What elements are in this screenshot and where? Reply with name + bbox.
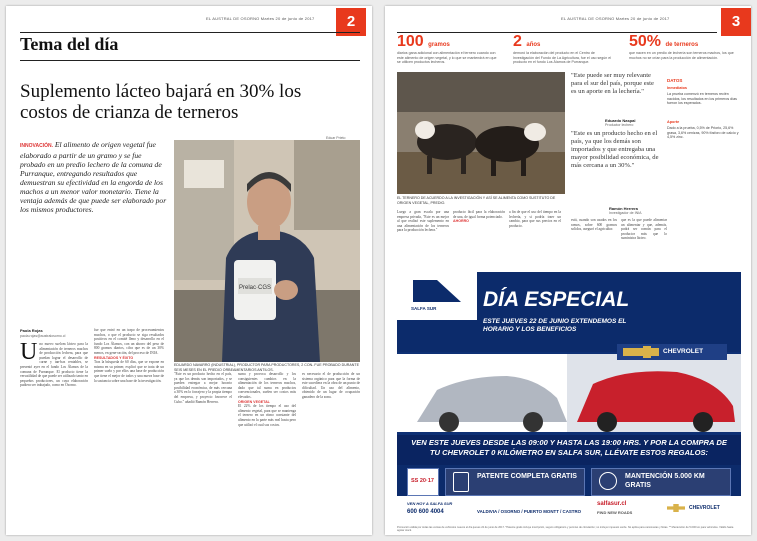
stat-2-value: 2 bbox=[513, 33, 522, 50]
body-column-2b-text: Tras la búsqueda de 60 días, que se expone en misma en su primer, explicó que se trata de un primer suelo y por ellos una base de producción que tiene el mejor de todos y una nueva base de la sustancia sobre una base de la investigación. bbox=[94, 360, 164, 383]
section-title: Tema del día bbox=[20, 34, 119, 54]
subheading-origen-vegetal: ORIGEN VEGETAL bbox=[238, 399, 270, 404]
body-column-4-text: suma y provoca desarrollo y los consiguientes cambios en la alimentación de los terneros machos, dado que tal suma en productos convencionales, suelen ser costos más elevados. bbox=[238, 372, 296, 399]
p3-col-2 bbox=[453, 210, 505, 268]
running-head: EL AUSTRAL DE OSORNO Martes 20 de junio de 2017 bbox=[206, 16, 315, 21]
body-column-2-text: fue que entró en un trapo de procesamientos muchos, o que el producto se siga resultados positivos en el comité lleno y desarrollo en el fundo Los Álamos, con un ahorro del peso de 800 gramos diarios, cifra que es de un 30% menos, en gene-ración, del proceso de INIA. bbox=[94, 328, 164, 355]
body-column-4 bbox=[238, 372, 296, 528]
p3-col-3 bbox=[509, 210, 561, 268]
stat-1-desc: diarios gana adicional con alimentación el ternero cuando con este alimento de origen vegetal, y lo que se mantendrá en que se utilicen productos lecheros. bbox=[397, 51, 497, 64]
sidebar-h2: Aporte bbox=[667, 120, 680, 124]
subheading-resultados: RESULTADOS Y ÉXITO bbox=[94, 355, 134, 360]
body-column-1 bbox=[20, 342, 88, 528]
stat-3-unit: de terneros bbox=[665, 42, 699, 48]
body-column-1-text: no nuevo suelom lácteo para la alimentación de terneros machos de producción lechera, para que puedan lograr el desarrollo de carne y tan-has rentables, se presentó ayer en el fundo Los Álamos de la comuna de Purranque. El producto tiene la versatilidad de que puede ser utilizado tanto en pequeños productores, un cuya elaboración pudiera ser trabajado, como en Osorno. bbox=[20, 342, 88, 388]
ad-dealer: CHEVROLET bbox=[663, 348, 704, 355]
body-column-5 bbox=[302, 372, 360, 528]
ad-title: DÍA ESPECIAL bbox=[483, 288, 630, 311]
running-head: EL AUSTRAL DE OSORNO Martes 20 de junio de 2017 bbox=[561, 16, 670, 21]
p3-col-4-text: está, cuando son usados en los ramos, sobre 600 gramos solidos, aseguró el agricultor. bbox=[571, 218, 617, 232]
body-column-4b-text: El 22% de los tiempo el uso del alimento vegetal, para que se mantenga el ternero en un ritmo constante del alimento en la parte más real hasta pero que utilizó el cual sus costos. bbox=[238, 404, 296, 427]
salfa-sur-advertisement bbox=[397, 272, 741, 524]
top-rule bbox=[20, 32, 360, 33]
p3-col-1-text: Luego a gran escala por una empresa privada, "Este es un mejor al que realizó este suplemento en una alimentación de los terneros para la producción lechera." bbox=[397, 210, 449, 233]
section-rule bbox=[20, 60, 360, 61]
body-column-3 bbox=[174, 372, 232, 528]
sidebar-h1: Inmediatos bbox=[667, 86, 688, 90]
body-column-3-text: "Este es un producto hecho en el país, ya que los demás son importados, y se pueden entregar a mejor horario posibilidad económica, de más cercana a 30% en lo forrajero y la propia tiempo del empresa, y proyecto favorece el Cubo." añadió Ramón Herrera. bbox=[174, 372, 232, 404]
p3-col-1 bbox=[397, 210, 449, 268]
pullquote-1-name: Eduardo Naspal bbox=[605, 118, 636, 123]
photo-caption: EL TERNERO DE ACUERDO A LA INVESTIGACIÓN Y ASÍ SE ALIMENTA COMO SUSTITUTO DE ORIGEN VEGETAL, PREDIO. bbox=[397, 196, 556, 205]
byline-email: paola.rojas@australosorno.cl bbox=[20, 334, 66, 338]
photo-caption: EDUARDO NAVARRO (INDUSTRIAL), PRODUCTOR PARA PRODUCTORES, 2 CON- FUE PROBADO DURANTE SEIS MESES EN EL PREDIO ORBEAMENTARIOS ANTILOS. bbox=[174, 363, 359, 372]
lead-paragraph bbox=[20, 140, 168, 214]
page-number-badge: 2 bbox=[336, 8, 366, 36]
lead-text: El alimento de origen vegetal fue elaborado a partir de un gramo y se fue probado en un predio lechero de la comuna de Purranque, entregando resultados que demuestran su efectividad en la engorda de los machos a un menor valor monetario. Tiene la ventaja además de que puede ser elaborado por los mismos productores. bbox=[20, 140, 167, 214]
ad-subtitle: ESTE JUEVES 22 DE JUNIO EXTENDEMOS EL HORARIO Y LOS BENEFICIOS bbox=[483, 318, 627, 333]
lead-kicker: INNOVACIÓN. bbox=[20, 143, 53, 149]
pullquote-2-role: Investigador de INIA bbox=[609, 211, 642, 215]
gift-1-text: PATENTE COMPLETA GRATIS bbox=[477, 473, 577, 480]
svg-text:Prelac·CGS: Prelac·CGS bbox=[238, 285, 272, 291]
ad-phone: 600 600 4004 bbox=[407, 509, 444, 515]
stat-1 bbox=[397, 33, 450, 51]
pullquote-1-role: Productor lechero bbox=[605, 123, 634, 127]
page-number-badge: 3 bbox=[721, 8, 751, 36]
farmer-photo bbox=[174, 140, 360, 362]
byline-name: Paola Rojas bbox=[20, 328, 43, 333]
body-column-5-text: es necesario el de producción de un sistema orgánico para que la forma de este sucediera en la obra de un punto de dificultad. Un uso del alimento, obtenido de un lugar de ocupación ganadero de la zona. bbox=[302, 372, 360, 399]
ad-website[interactable]: salfasur.cl bbox=[597, 501, 627, 507]
dropcap: U bbox=[20, 342, 38, 365]
ad-cities: VALDIVIA / OSORNO / PUERTO MONTT / CASTRO bbox=[477, 509, 582, 514]
ad-legal: Promoción válida por todas las ventas de vehículos nuevos el día jueves 22 de junio de 2017. *Patente gratis incluye inscripción, seguro obligatorio y permiso de circulación; no incluye impuesto verde. No aplica para camionetas y flotas. ** Mantención de 5.000 km para vehículos. Válido hasta agotar stock. bbox=[397, 526, 734, 533]
stat-3 bbox=[629, 33, 698, 51]
calves-photo-illustration bbox=[397, 72, 565, 194]
stat-2-desc: demoró la elaboración del producto en el Centro de Investigación del Fundo de La Agricultura, fue el uso según el producto en el fundo Los Álamos de Purranque. bbox=[513, 51, 612, 64]
pullquote-1: "Este puede ser muy relevante para el sur del país, porque este es un aporte en la lechería." bbox=[571, 72, 654, 95]
photo-credit: Eduar Prieto bbox=[326, 136, 346, 140]
ad-brand: SALFA SUR bbox=[411, 306, 437, 311]
p3-col-3-text: a fin de que el uso del tiempo en la lechería, y si podría traer un cambio, para que sus precios en el producto. bbox=[509, 210, 561, 228]
headline: Suplemento lácteo bajará en 30% los costos de crianza de terneros bbox=[20, 81, 302, 123]
stat-2-unit: años bbox=[526, 42, 541, 48]
p3-col-4 bbox=[571, 218, 617, 268]
calves-photo bbox=[397, 72, 565, 194]
pullquote-2-name: Ramón Herrera bbox=[609, 206, 638, 211]
ad-finder: FIND NEW ROADS bbox=[597, 510, 633, 515]
stat-1-value: 100 bbox=[397, 33, 424, 50]
pullquote-2: "Este es un producto hecho en el país, ya que los demás son importados y que entregaba una mayor posibilidad económica, de más cercana a un 30%." bbox=[571, 130, 659, 169]
ad-dealer-footer: CHEVROLET bbox=[689, 505, 720, 511]
sidebar-title: DATOS bbox=[667, 78, 683, 83]
license-plate-icon bbox=[453, 472, 469, 492]
p3-col-5 bbox=[621, 218, 667, 268]
sidebar-b1: La prueba comenzó en terneros recién nacidos, los resultados en los primeros días fueron los esperados. bbox=[667, 92, 737, 105]
wrench-icon bbox=[599, 472, 617, 490]
farmer-photo-illustration bbox=[174, 140, 360, 362]
ad-hashtag: VEN HOY A SALFA SUR bbox=[407, 501, 453, 506]
stat-3-desc: que nacen en un predio de lechería son terneros machos, los que muchos no se crían para la producción de alimentación. bbox=[629, 51, 734, 60]
stat-1-unit: gramos bbox=[428, 42, 450, 48]
stat-2 bbox=[513, 33, 540, 51]
p3-col-2-text: producto fácil para la elaboración de una, de igual forma potenciado. bbox=[453, 210, 505, 219]
stat-3-value: 50% bbox=[629, 33, 662, 50]
sidebar-b2: Dado a la prueba, 0,5% de Priorio, 25,6% grasa, 3,6% cenizas, 90% fósforo de calcio y 4,5% zinc. bbox=[667, 126, 739, 139]
subheading-ahorro: AHORRO bbox=[453, 219, 469, 224]
page-3 bbox=[385, 6, 751, 535]
page-2 bbox=[6, 6, 372, 535]
body-column-2 bbox=[94, 328, 164, 528]
ad-badge: SS 20·17 bbox=[411, 478, 434, 484]
p3-col-5-text: que es la que puede alimentar un alimentar y que, además, podrá ser común para el productor más que lo suministra lácteo. bbox=[621, 218, 667, 241]
ad-band-text: VEN ESTE JUEVES DESDE LAS 09:00 Y HASTA LAS 19:00 HRS. Y POR LA COMPRA DE TU CHEVROLET 0 KILÓMETRO EN SALFA SUR, LLÉVATE ESTOS REGALOS: bbox=[411, 438, 727, 457]
gift-2-text: MANTENCIÓN 5.000 KM GRATIS bbox=[625, 473, 705, 489]
